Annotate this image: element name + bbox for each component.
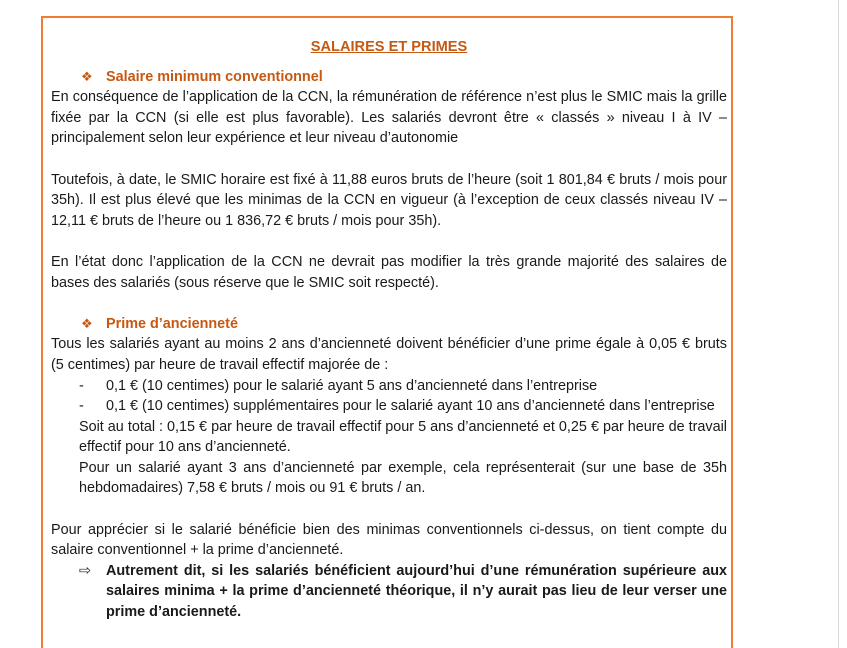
- diamond-bullet-icon: ❖: [81, 315, 93, 331]
- paragraph-spacer: [51, 293, 727, 314]
- paragraph-appreciation: Pour apprécier si le salarié bénéficie bien des minimas conventionnels ci-dessus, on tient compte du salaire conventionnel + la prime d’ancienneté.: [51, 521, 727, 559]
- list-item: [79, 376, 727, 397]
- diamond-bullet-icon: ❖: [81, 68, 93, 84]
- paragraph-ccn-reference: En conséquence de l’application de la CCN, la rémunération de référence n’est plus le SMIC mais la grille fixée par la CCN (si elle est plus favorable). Les salariés devront être « classés » niveau I à IV – principalement selon leur expérience et leur niveau d’autonomie: [51, 89, 727, 147]
- conclusion-text: Autrement dit, si les salariés bénéficient aujourd’hui d’une rémunération supérieure aux salaires minima + la prime d’ancienneté théorique, il n’y aurait pas lieu de leur verser une prime d’ancienneté.: [106, 562, 727, 621]
- conclusion-item: [79, 561, 727, 623]
- paragraph-total: Soit au total : 0,15 € par heure de travail effectif pour 5 ans d’ancienneté et 0,25 € par heure de travail effectif pour 10 ans d’ancienneté.: [79, 418, 727, 456]
- arrow-right-icon: ⇨: [79, 562, 92, 579]
- dash-bullet-icon: -: [79, 398, 84, 415]
- dash-bullet-icon: -: [79, 377, 84, 394]
- section-heading-salaire-minimum: [81, 67, 727, 88]
- list-item-text: 0,1 € (10 centimes) pour le salarié ayant 5 ans d’ancienneté dans l’entreprise: [106, 377, 598, 394]
- page-edge-divider: [838, 0, 839, 648]
- paragraph-application-ccn: En l’état donc l’application de la CCN ne devrait pas modifier la très grande majorité des salaires de bases des salariés (sous réserve que le SMIC soit respecté).: [51, 253, 727, 291]
- document-body: [51, 37, 727, 623]
- paragraph-prime-intro: Tous les salariés ayant au moins 2 ans d’ancienneté doivent bénéficier d’une prime égale à 0,05 € bruts (5 centimes) par heure de travail effectif majorée de :: [51, 336, 727, 373]
- paragraph-spacer: [51, 149, 727, 170]
- section-heading-label: Prime d’ancienneté: [106, 315, 238, 332]
- list-item: [79, 396, 727, 417]
- paragraph-spacer: [51, 231, 727, 252]
- paragraph-smic-horaire: Toutefois, à date, le SMIC horaire est fixé à 11,88 euros bruts de l’heure (soit 1 801,84 € bruts / mois pour 35h). Il est plus élevé que les minimas de la CCN en vigueur (à l’exception de ceux classés niveau IV – 12,11 € bruts de l’heure ou 1 836,72 € bruts / mois pour 35h).: [51, 171, 727, 229]
- paragraph-example: Pour un salarié ayant 3 ans d’ancienneté par exemple, cela représenterait (sur une base de 35h hebdomadaires) 7,58 € bruts / mois ou 91 € bruts / an.: [79, 459, 727, 497]
- section-heading-prime-anciennete: [81, 314, 727, 335]
- document-title: SALAIRES ET PRIMES: [310, 39, 468, 55]
- section-heading-label: Salaire minimum conventionnel: [106, 68, 323, 85]
- paragraph-spacer: [51, 499, 727, 520]
- list-item-text: 0,1 € (10 centimes) supplémentaires pour le salarié ayant 10 ans d’ancienneté dans l’entreprise: [106, 398, 715, 415]
